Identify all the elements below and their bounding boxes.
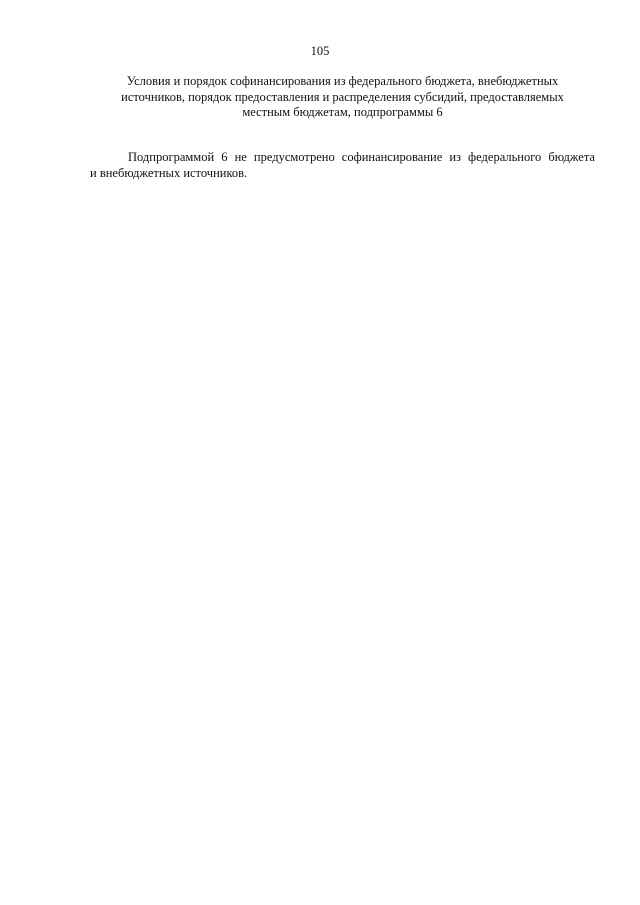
section-title-line-3: местным бюджетам, подпрограммы 6 — [242, 105, 443, 119]
section-title-line-2: источников, порядок предоставления и распределения субсидий, предоставляемых — [121, 89, 564, 104]
body-paragraph — [90, 149, 595, 181]
section-title — [90, 74, 595, 121]
paragraph-line-2: и внебюджетных источников. — [90, 166, 248, 180]
paragraph-line-1: Подпрограммой 6 не предусмотрено софинансирование из федерального бюджета — [128, 150, 595, 164]
section-title-line-1: Условия и порядок софинансирования из федерального бюджета, внебюджетных — [126, 74, 559, 88]
page-number: 105 — [310, 44, 330, 58]
